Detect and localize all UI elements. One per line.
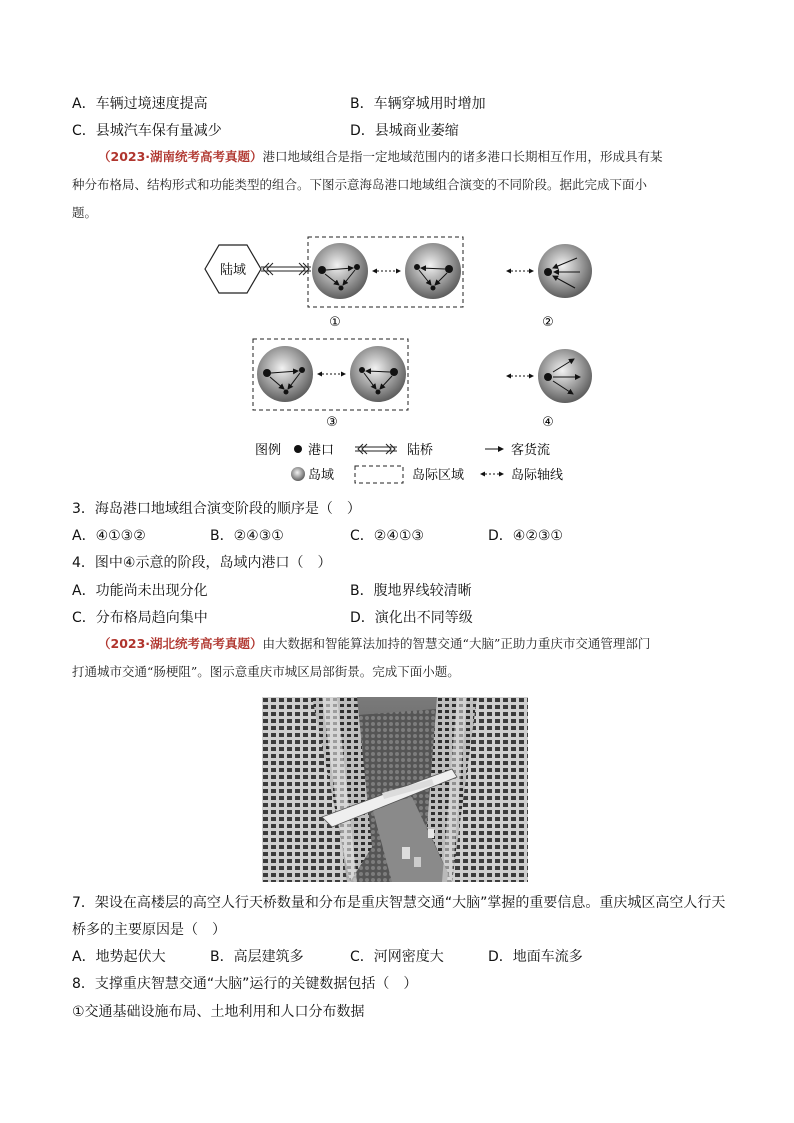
stage-1-label: ①	[329, 315, 341, 330]
q3-option-a: A．④①③②	[72, 528, 146, 544]
legend-port: 港口	[308, 443, 335, 458]
port-dot	[414, 264, 420, 270]
q3-option-b: B．②④③①	[210, 528, 284, 544]
q4-option-a: A．功能尚未出现分化	[72, 583, 208, 599]
legend-landbridge: 陆桥	[407, 443, 434, 458]
q4-option-d: D．演化出不同等级	[350, 610, 473, 626]
option-a: A．车辆过境速度提高	[72, 96, 208, 112]
legend-interisland: 岛际区域	[412, 468, 465, 483]
option-c: C．县城汽车保有量减少	[72, 123, 222, 139]
port-dot	[339, 286, 344, 291]
q4-option-b: B．腹地界线较清晰	[350, 583, 472, 599]
option-b: B．车辆穿城用时增加	[350, 96, 486, 112]
port-dot	[284, 390, 289, 395]
port-dot	[318, 266, 326, 274]
stage-3-label: ③	[326, 415, 338, 430]
legend	[255, 442, 563, 483]
port-dot	[544, 268, 552, 276]
port-dot	[376, 390, 381, 395]
q4-stem: 4．图中④示意的阶段，岛域内港口（ ）	[72, 555, 332, 571]
port-dot	[359, 367, 365, 373]
q3-stem: 3．海岛港口地域组合演变阶段的顺序是（ ）	[72, 501, 361, 517]
passage1-line3: 题。	[72, 205, 98, 220]
port-dot	[299, 367, 305, 373]
legend-island: 岛域	[308, 468, 335, 483]
legend-title: 图例	[255, 443, 282, 458]
land-bridge-symbol	[261, 263, 311, 275]
port-dot	[431, 286, 436, 291]
q7-option-c: C．河网密度大	[350, 949, 444, 965]
port-evolution-diagram	[195, 230, 615, 490]
q7-option-d: D．地面车流多	[488, 949, 583, 965]
legend-flow: 客货流	[511, 443, 551, 458]
island	[405, 243, 461, 299]
passage2-line1: （2023·湖北统考高考真题）由大数据和智能算法加持的智慧交通“大脑”正助力重庆市交通管理部门	[98, 636, 651, 651]
port-dot	[263, 369, 271, 377]
q3-option-c: C．②④①③	[350, 528, 424, 544]
q7-stem-line1: 7．架设在高楼层的高空人行天桥数量和分布是重庆智慧交通“大脑”掌握的重要信息。重庆城区高空人行天	[72, 895, 726, 911]
q3-option-d: D．④②③①	[488, 528, 563, 544]
passage2-line2: 打通城市交通“肠梗阻”。图示意重庆市城区局部街景。完成下面小题。	[72, 664, 460, 679]
port-dot	[390, 368, 398, 376]
source-tag: （2023·湖北统考高考真题）	[98, 636, 263, 651]
q8-stem: 8．支撑重庆智慧交通“大脑”运行的关键数据包括（ ）	[72, 976, 418, 992]
option-d: D．县城商业萎缩	[350, 123, 459, 139]
port-dot	[445, 265, 453, 273]
stage-4-label: ④	[542, 415, 554, 430]
passage1-line1: （2023·湖南统考高考真题）港口地域组合是指一定地域范围内的诸多港口长期相互作用，形成具有某	[98, 149, 663, 164]
passage1-line2: 种分布格局、结构形式和功能类型的组合。下图示意海岛港口地域组合演变的不同阶段。据此完成下面小	[72, 177, 648, 192]
port-dot	[544, 373, 552, 381]
land-label: 陆域	[219, 263, 247, 278]
legend-axis: 岛际轴线	[511, 468, 564, 483]
q4-option-c: C．分布格局趋向集中	[72, 610, 208, 626]
q7-stem-line2: 桥多的主要原因是（ ）	[72, 922, 226, 938]
q8-item-1: ①交通基础设施布局、土地利用和人口分布数据	[72, 1004, 365, 1020]
street-scene-photo	[262, 697, 528, 882]
stage-2-label: ②	[542, 315, 554, 330]
q7-option-b: B．高层建筑多	[210, 949, 304, 965]
port-dot	[354, 264, 360, 270]
source-tag: （2023·湖南统考高考真题）	[98, 149, 263, 164]
q7-option-a: A．地势起伏大	[72, 949, 166, 965]
